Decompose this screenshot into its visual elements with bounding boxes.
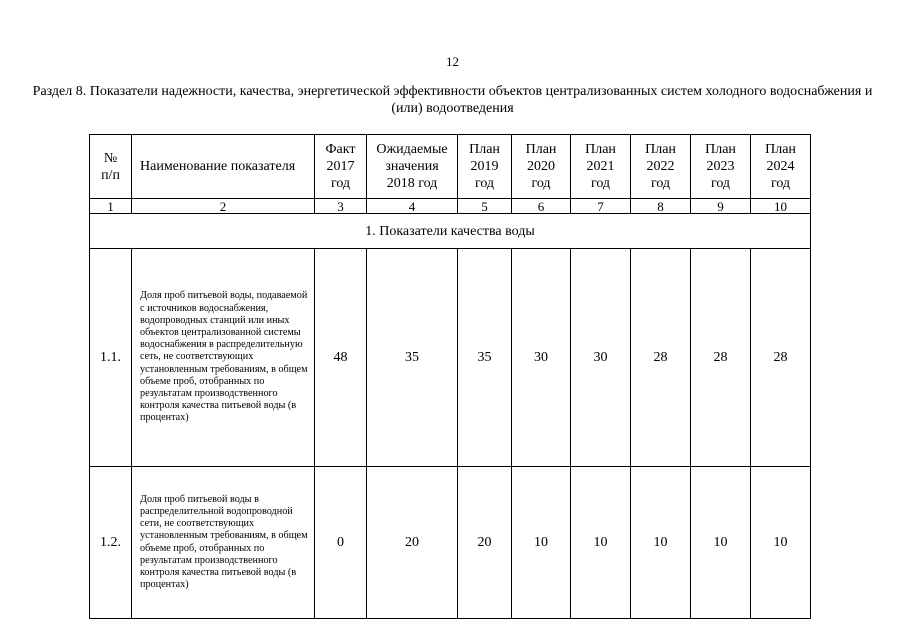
- header-cell: Наименование показателя: [132, 135, 315, 199]
- header-cell: План 2022 год: [631, 135, 691, 199]
- column-number-row: [90, 199, 811, 214]
- header-cell: План 2021 год: [571, 135, 631, 199]
- column-number: 10: [751, 199, 811, 214]
- header-cell: Ожидаемые значения 2018 год: [367, 135, 458, 199]
- row-number: 1.2.: [90, 467, 132, 619]
- value-cell: 35: [458, 249, 512, 467]
- value-cell: 48: [315, 249, 367, 467]
- value-cell: 28: [631, 249, 691, 467]
- section-row: [90, 214, 811, 249]
- indicators-table: [89, 134, 811, 619]
- column-number: 2: [132, 199, 315, 214]
- row-number: 1.1.: [90, 249, 132, 467]
- header-cell: План 2024 год: [751, 135, 811, 199]
- column-number: 3: [315, 199, 367, 214]
- value-cell: 20: [367, 467, 458, 619]
- table-row: [90, 467, 811, 619]
- value-cell: 28: [691, 249, 751, 467]
- indicator-name: Доля проб питьевой воды в распределительной водопроводной сети, не соответствующих установленным требованиям, в общем объеме проб, отобранных по результатам производственного контроля качества питьевой воды (в процентах): [132, 467, 315, 619]
- column-number: 1: [90, 199, 132, 214]
- value-cell: 10: [751, 467, 811, 619]
- column-number: 5: [458, 199, 512, 214]
- column-number: 7: [571, 199, 631, 214]
- header-cell: Факт 2017 год: [315, 135, 367, 199]
- column-number: 6: [512, 199, 571, 214]
- header-cell: План 2020 год: [512, 135, 571, 199]
- page-number: 12: [446, 54, 459, 69]
- table-row: [90, 249, 811, 467]
- value-cell: 10: [512, 467, 571, 619]
- column-number: 9: [691, 199, 751, 214]
- header-cell: План 2019 год: [458, 135, 512, 199]
- value-cell: 30: [512, 249, 571, 467]
- value-cell: 10: [571, 467, 631, 619]
- column-number: 8: [631, 199, 691, 214]
- value-cell: 10: [691, 467, 751, 619]
- table-header-row: [90, 135, 811, 199]
- value-cell: 20: [458, 467, 512, 619]
- section-row-label: 1. Показатели качества воды: [90, 214, 811, 249]
- value-cell: 0: [315, 467, 367, 619]
- value-cell: 30: [571, 249, 631, 467]
- value-cell: 10: [631, 467, 691, 619]
- header-cell: № п/п: [90, 135, 132, 199]
- indicator-name: Доля проб питьевой воды, подаваемой с источников водоснабжения, водопроводных станций или иных объектов централизованной системы водоснабжения в распределительную сеть, не соответствующих установленным требованиям, в общем объеме проб, отобранных по результатам производственного контроля качества питьевой воды (в процентах): [132, 249, 315, 467]
- value-cell: 35: [367, 249, 458, 467]
- value-cell: 28: [751, 249, 811, 467]
- column-number: 4: [367, 199, 458, 214]
- section-title: Раздел 8. Показатели надежности, качества, энергетической эффективности объектов централизованных систем холодного водоснабжения и (или) водоотведения: [32, 84, 873, 116]
- header-cell: План 2023 год: [691, 135, 751, 199]
